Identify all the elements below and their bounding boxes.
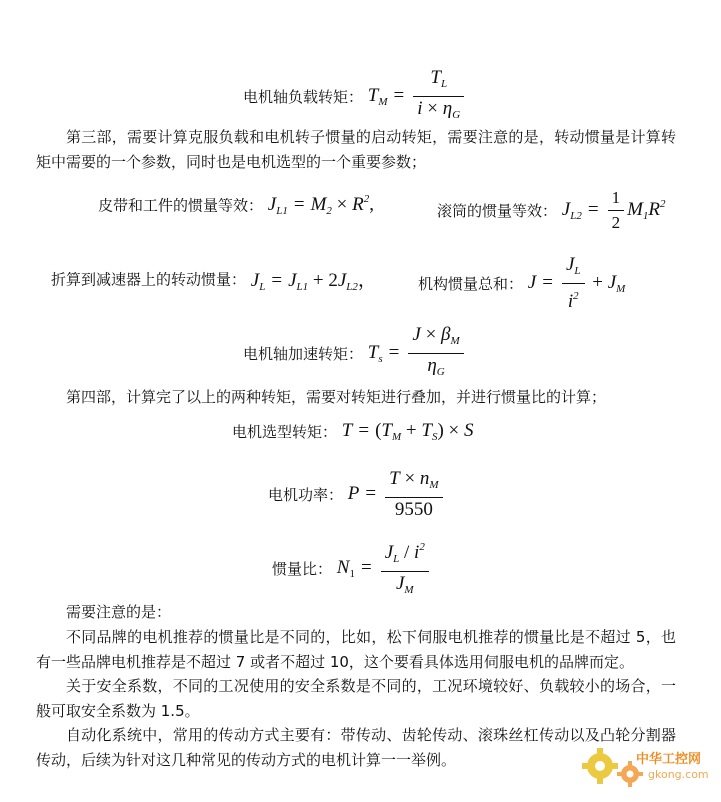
paragraph-fourth-step: 第四部，计算完了以上的两种转矩，需要对转矩进行叠加，并进行惯量比的计算； (66, 388, 607, 406)
formula-expression: $J_L = J_{L1} + 2J_{L2}$， (250, 270, 377, 293)
formula-belt-inertia (98, 193, 374, 217)
formula-label: 电机功率： (268, 485, 344, 504)
formula-expression: $J_{L2}$ = $\frac{1}{2}$ $M_1R^2$ (561, 188, 666, 232)
formula-expression: $T = (T_M + T_S) \times S$ (341, 420, 474, 443)
formula-acceleration-torque (243, 323, 467, 384)
note-paragraph-safety-factor: 关于安全系数，不同的工况使用的安全系数是不同的，工况环境较好、负载较小的场合，一般可取安全系数为 1.5。 (36, 677, 676, 720)
formula-label: 皮带和工件的惯量等效： (98, 196, 264, 215)
formula-expression: $J_{L1} = M_2 \times R^2$, (267, 193, 374, 217)
formula-total-inertia (418, 253, 625, 314)
formula-label: 电机轴加速转矩： (243, 344, 364, 363)
formula-expression: J = $\frac{J_L}{i^2}$ + $J_M$ (527, 254, 626, 312)
formula-load-torque (243, 66, 467, 127)
formula-label: 电机轴负载转矩： (243, 87, 364, 106)
formula-inertia-ratio (272, 535, 432, 602)
formula-expression: $T_s$ = $\frac{J \times \beta_M}{\eta_G}$ (368, 342, 467, 363)
paragraph-third-step: 第三部，需要计算克服负载和电机转子惯量的启动转矩，需要注意的是，转动惯量是计算转矩中需要的一个参数，同时也是电机选型的一个重要参数； (36, 128, 676, 171)
formula-label: 滚筒的惯量等效： (437, 201, 558, 220)
note-paragraph-inertia-ratio: 不同品牌的电机推荐的惯量比是不同的，比如，松下伺服电机推荐的惯量比是不超过 5，也有一些品牌电机推荐是不超过 7 或者不超过 10，这个要看具体选用伺服电机的品牌而定。 (36, 628, 676, 671)
formula-label: 惯量比： (272, 559, 333, 578)
watermark-site-url: gkong.com (648, 768, 709, 781)
formula-label: 机构惯量总和： (418, 274, 524, 293)
gkong-watermark-logo (578, 740, 718, 798)
formula-expression: $T_M$ = $\frac{T_L}{i \times \eta_G}$ (368, 85, 467, 106)
note-paragraph-transmission: 自动化系统中，常用的传动方式主要有：带传动、齿轮传动、滚珠丝杠传动以及凸轮分割器传动，后续为针对这几种常见的传动方式的电机计算一一举例。 (36, 726, 676, 769)
watermark-site-name: 中华工控网 (636, 752, 702, 767)
formula-label: 折算到减速器上的转动惯量： (51, 270, 247, 289)
formula-reduced-inertia (51, 265, 377, 293)
formula-expression: $N_1$ = $\frac{J_L / i^2}{J_M}$ (337, 557, 432, 578)
formula-motor-power (268, 467, 446, 522)
formula-selection-torque (232, 420, 474, 443)
formula-label: 电机选型转矩： (232, 423, 338, 441)
formula-expression: P = $\frac{T \times n_M}{9550}$ (348, 483, 446, 504)
formula-drum-inertia (437, 186, 666, 235)
note-heading: 需要注意的是： (66, 603, 172, 621)
